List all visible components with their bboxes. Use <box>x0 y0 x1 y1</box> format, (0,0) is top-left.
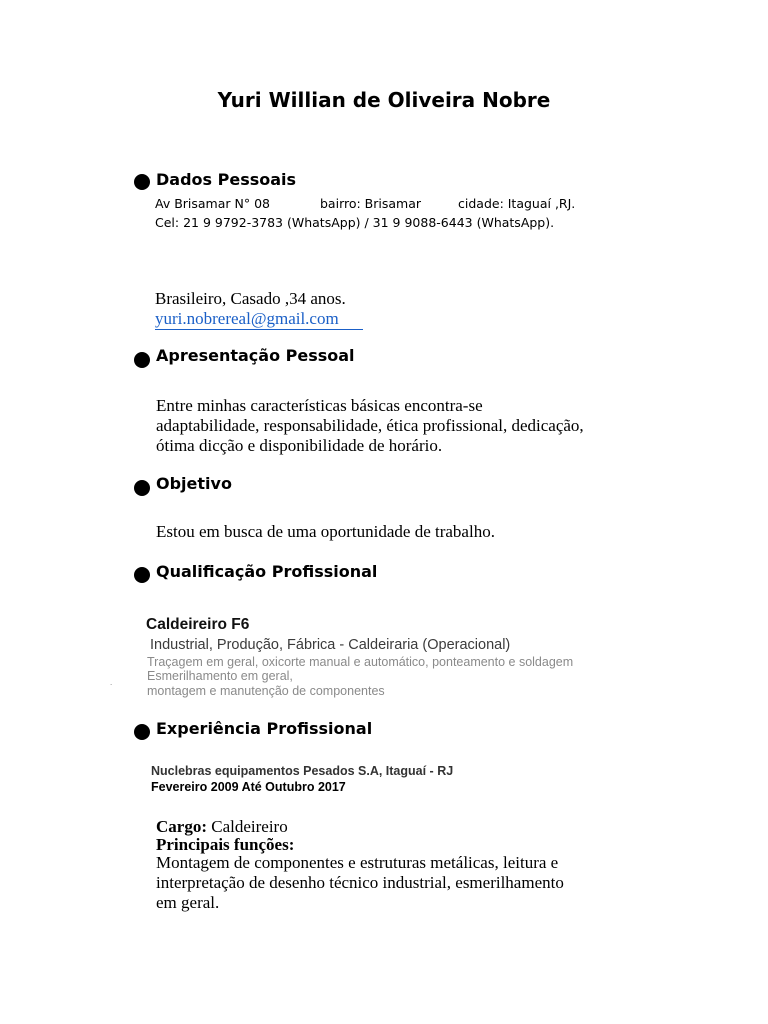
personal-info: Brasileiro, Casado ,34 anos. <box>155 289 346 308</box>
bairro: bairro: Brisamar <box>320 196 422 211</box>
funcoes-line: Montagem de componentes e estruturas metálicas, leitura e <box>156 853 559 872</box>
qualificacao-detail: montagem e manutenção de componentes <box>147 684 385 698</box>
bullet-icon <box>134 352 150 368</box>
qualificacao-subtitle: Industrial, Produção, Fábrica - Caldeiraria (Operacional) <box>150 637 511 653</box>
section-heading-apresentacao: Apresentação Pessoal <box>156 346 355 365</box>
apresentacao-line: Entre minhas características básicas encontra-se <box>156 396 483 415</box>
bullet-icon <box>134 174 150 190</box>
period: Fevereiro 2009 Até Outubro 2017 <box>151 780 346 794</box>
page-title: Yuri Willian de Oliveira Nobre <box>217 88 551 112</box>
address: Av Brisamar N° 08 <box>155 196 270 211</box>
funcoes-line: em geral. <box>156 893 220 912</box>
qualificacao-detail: Traçagem em geral, oxicorte manual e automático, ponteamento e soldagem <box>147 655 574 669</box>
section-heading-qualificacao: Qualificação Profissional <box>156 562 378 581</box>
qualificacao-title: Caldeireiro F6 <box>146 616 250 633</box>
cidade: cidade: Itaguaí ,RJ. <box>458 196 576 211</box>
apresentacao-line: adaptabilidade, responsabilidade, ética profissional, dedicação, <box>156 416 584 435</box>
cargo-line <box>156 817 288 837</box>
phones: Cel: 21 9 9792-3783 (WhatsApp) / 31 9 9088-6443 (WhatsApp). <box>155 215 555 230</box>
company: Nuclebras equipamentos Pesados S.A, Itaguaí - RJ <box>151 764 454 778</box>
email-link[interactable]: yuri.nobrereal@gmail.com <box>155 309 363 330</box>
bullet-icon <box>134 567 150 583</box>
apresentacao-line: ótima dicção e disponibilidade de horário. <box>156 436 443 455</box>
bullet-icon <box>134 480 150 496</box>
section-heading-experiencia: Experiência Profissional <box>156 719 373 738</box>
cargo-label: Cargo: <box>156 817 207 836</box>
section-heading-objetivo: Objetivo <box>156 474 232 493</box>
objetivo-text: Estou em busca de uma oportunidade de trabalho. <box>156 522 495 541</box>
stray-dot: . <box>110 678 113 687</box>
bullet-icon <box>134 724 150 740</box>
qualificacao-detail: Esmerilhamento em geral, <box>147 669 293 683</box>
funcoes-label: Principais funções: <box>156 835 295 854</box>
cargo-value: Caldeireiro <box>206 817 288 836</box>
section-heading-dados: Dados Pessoais <box>156 170 297 189</box>
funcoes-line: interpretação de desenho técnico industrial, esmerilhamento <box>156 873 564 892</box>
